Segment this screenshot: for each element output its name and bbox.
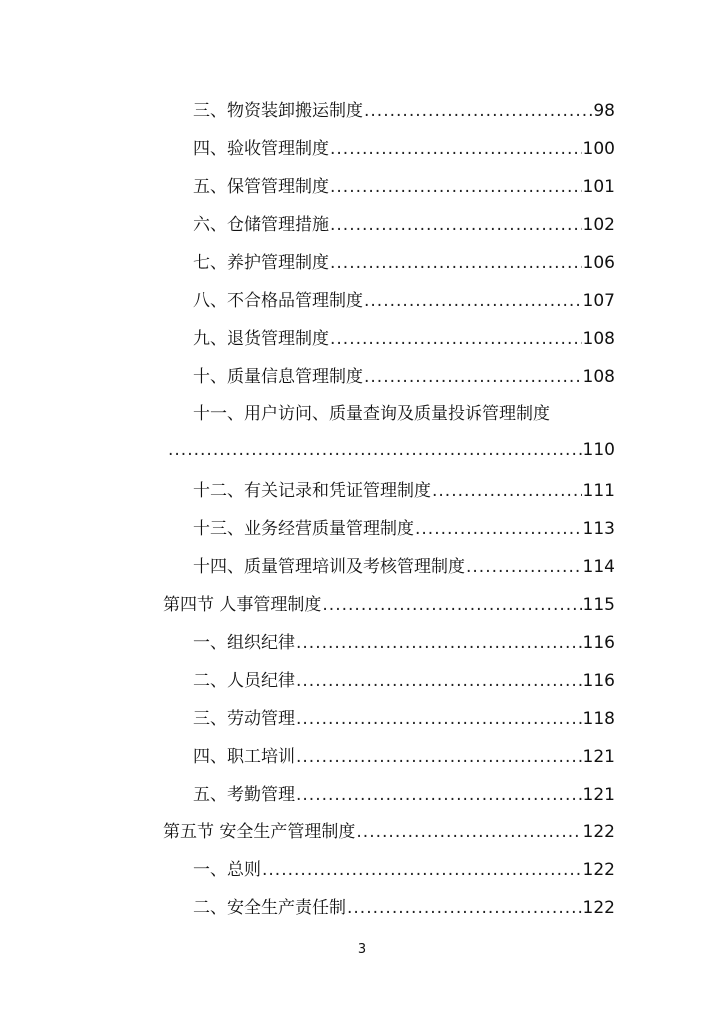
toc-entry-continuation[interactable] xyxy=(167,436,615,464)
toc-entry-label[interactable]: 十一、用户访问、质量查询及质量投诉管理制度 xyxy=(193,404,550,424)
toc-entry-page: 100 xyxy=(582,139,615,159)
toc-entry-label: 七、养护管理制度 xyxy=(193,253,329,273)
toc-entry-page: 113 xyxy=(582,519,615,539)
dot-leader xyxy=(330,211,582,239)
toc-entry-label: 六、仓储管理措施 xyxy=(193,215,329,235)
dot-leader xyxy=(364,97,592,125)
toc-entry-page: 111 xyxy=(582,481,615,501)
toc-entry[interactable] xyxy=(193,173,615,201)
dot-leader xyxy=(296,705,582,733)
dot-leader xyxy=(330,325,582,353)
dot-leader xyxy=(364,287,582,315)
toc-entry-label: 第五节 安全生产管理制度 xyxy=(163,822,356,842)
dot-leader xyxy=(330,135,582,163)
toc-entry-label: 十二、有关记录和凭证管理制度 xyxy=(193,481,431,501)
toc-entry-page: 116 xyxy=(582,633,615,653)
toc-entry-page: 102 xyxy=(582,215,615,235)
toc-entry[interactable] xyxy=(193,781,615,809)
toc-entry[interactable] xyxy=(193,629,615,657)
dot-leader xyxy=(415,515,582,543)
toc-entry[interactable] xyxy=(193,211,615,239)
toc-entry[interactable] xyxy=(193,515,615,543)
toc-entry-label: 五、保管管理制度 xyxy=(193,177,329,197)
toc-entry-page: 118 xyxy=(582,709,615,729)
dot-leader xyxy=(296,629,582,657)
toc-entry-label: 第四节 人事管理制度 xyxy=(163,595,322,615)
toc-entry-label: 八、不合格品管理制度 xyxy=(193,291,363,311)
dot-leader xyxy=(356,818,581,846)
toc-entry-page: 122 xyxy=(582,898,615,918)
toc-entry[interactable] xyxy=(193,325,615,353)
toc-entry[interactable] xyxy=(193,667,615,695)
dot-leader xyxy=(330,173,582,201)
dot-leader xyxy=(466,553,582,581)
toc-entry-label: 一、总则 xyxy=(193,860,261,880)
toc-entry-page: 110 xyxy=(582,440,615,460)
toc-entry[interactable] xyxy=(193,477,615,505)
dot-leader xyxy=(322,591,581,619)
toc-entry-page: 122 xyxy=(582,822,615,842)
dot-leader xyxy=(330,249,582,277)
toc-entry-page: 108 xyxy=(582,367,615,387)
toc-entry-label: 二、安全生产责任制 xyxy=(193,898,346,918)
toc-entry-page: 98 xyxy=(593,101,615,121)
toc-section-entry[interactable] xyxy=(163,591,615,619)
dot-leader xyxy=(296,781,582,809)
dot-leader xyxy=(432,477,582,505)
toc-entry[interactable] xyxy=(193,97,615,125)
toc-entry-label: 一、组织纪律 xyxy=(193,633,295,653)
dot-leader xyxy=(364,363,582,391)
toc-entry-page: 101 xyxy=(582,177,615,197)
toc-section-entry[interactable] xyxy=(163,818,615,846)
toc-entry-label: 四、验收管理制度 xyxy=(193,139,329,159)
toc-entry-page: 114 xyxy=(582,557,615,577)
toc-entry[interactable] xyxy=(193,856,615,884)
toc-entry[interactable] xyxy=(193,249,615,277)
toc-entry[interactable] xyxy=(193,743,615,771)
toc-entry-page: 115 xyxy=(582,595,615,615)
toc-entry-label: 十三、业务经营质量管理制度 xyxy=(193,519,414,539)
toc-entry[interactable] xyxy=(193,287,615,315)
toc-entry[interactable] xyxy=(193,705,615,733)
toc-entry[interactable] xyxy=(193,363,615,391)
dot-leader xyxy=(296,743,582,771)
toc-entry-page: 107 xyxy=(582,291,615,311)
toc-entry-label: 二、人员纪律 xyxy=(193,671,295,691)
toc-entry[interactable] xyxy=(193,553,615,581)
dot-leader xyxy=(262,856,582,884)
toc-entry-label: 五、考勤管理 xyxy=(193,785,295,805)
toc-entry-page: 121 xyxy=(582,747,615,767)
page-number: 3 xyxy=(357,942,367,957)
dot-leader xyxy=(296,667,582,695)
toc-entry-page: 122 xyxy=(582,860,615,880)
toc-entry-page: 121 xyxy=(582,785,615,805)
toc-entry-label: 十、质量信息管理制度 xyxy=(193,367,363,387)
toc-entry-label: 九、退货管理制度 xyxy=(193,329,329,349)
toc-entry-label: 三、劳动管理 xyxy=(193,709,295,729)
toc-entry-page: 116 xyxy=(582,671,615,691)
toc-entry-page: 108 xyxy=(582,329,615,349)
dot-leader xyxy=(168,436,582,464)
toc-entry[interactable] xyxy=(193,894,615,922)
toc-entry-page: 106 xyxy=(582,253,615,273)
toc-entry[interactable] xyxy=(193,135,615,163)
toc-entry-label: 十四、质量管理培训及考核管理制度 xyxy=(193,557,465,577)
dot-leader xyxy=(347,894,582,922)
toc-entry-label: 四、职工培训 xyxy=(193,747,295,767)
toc-entry-label: 三、物资装卸搬运制度 xyxy=(193,101,363,121)
